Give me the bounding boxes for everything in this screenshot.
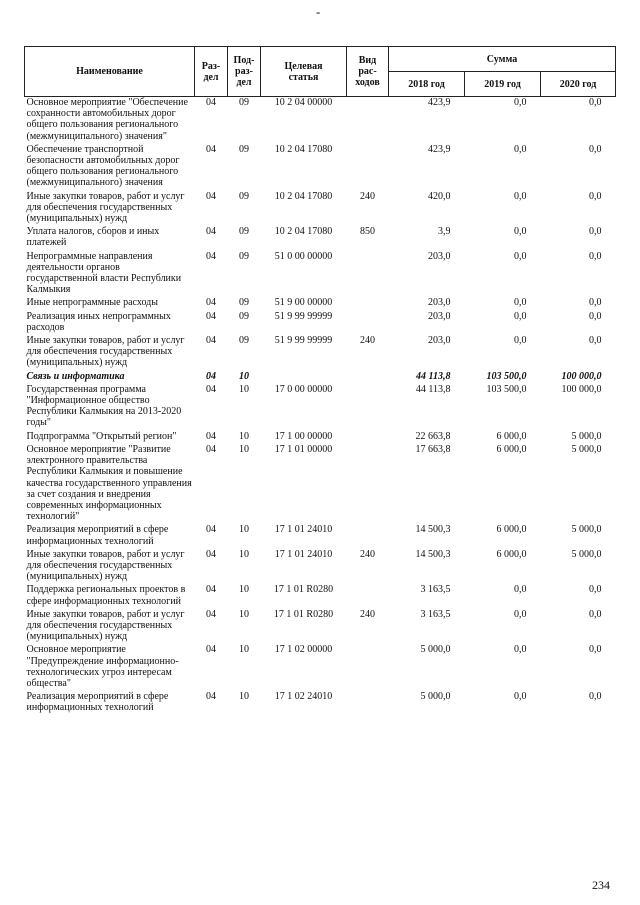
row-podrazdel-cell: 09 xyxy=(239,250,249,262)
row-2019-cell: 0,0 xyxy=(514,644,527,656)
row-razdel-cell: 04 xyxy=(206,370,216,382)
row-2020-cell: 5 000,0 xyxy=(571,548,602,560)
row-2019-cell: 0,0 xyxy=(514,335,527,347)
row-2018-cell: 423,9 xyxy=(428,143,451,155)
row-2019-cell: 0,0 xyxy=(514,310,527,322)
row-name-cell: Связь и информатика xyxy=(26,370,125,382)
header-podrazdel: Под- раз- дел xyxy=(228,47,261,97)
row-2019-cell: 0,0 xyxy=(514,297,527,309)
row-tselevaya-cell xyxy=(261,371,347,384)
row-name-cell: Подпрограмма "Открытый регион" xyxy=(26,430,177,442)
row-2019-cell: 0,0 xyxy=(514,190,527,202)
row-name-cell: Иные закупки товаров, работ и услуг для обеспечения государственных (муниципальных) нужд xyxy=(26,548,185,583)
row-tselevaya-cell: 51 0 00 00000 xyxy=(274,250,333,262)
row-vid-cell xyxy=(347,144,389,191)
row-2018-cell: 3 163,5 xyxy=(420,608,451,620)
row-2018-cell: 5 000,0 xyxy=(420,691,451,703)
row-2019-cell: 6 000,0 xyxy=(496,430,527,442)
row-2018-cell: 420,0 xyxy=(428,190,451,202)
row-2019-cell: 0,0 xyxy=(514,691,527,703)
header-year-2018: 2018 год xyxy=(389,72,465,97)
budget-table xyxy=(24,46,616,716)
row-podrazdel-cell: 09 xyxy=(239,335,249,347)
table-row xyxy=(25,524,616,548)
row-podrazdel-cell: 09 xyxy=(239,190,249,202)
row-vid-cell xyxy=(347,371,389,384)
row-razdel-cell: 04 xyxy=(206,548,216,560)
row-tselevaya-cell: 17 1 01 24010 xyxy=(274,548,333,560)
row-vid-cell xyxy=(347,644,389,691)
row-razdel-cell: 04 xyxy=(206,443,216,455)
row-razdel-cell: 04 xyxy=(206,608,216,620)
row-razdel-cell: 04 xyxy=(206,97,216,108)
row-2020-cell: 5 000,0 xyxy=(571,430,602,442)
page-number: 234 xyxy=(592,878,610,892)
row-podrazdel-cell: 09 xyxy=(239,297,249,309)
row-2018-cell: 203,0 xyxy=(428,310,451,322)
table-row xyxy=(25,335,616,371)
top-mark: - xyxy=(316,4,321,19)
table-row xyxy=(25,297,616,310)
row-razdel-cell: 04 xyxy=(206,430,216,442)
header-summa: Сумма xyxy=(389,47,616,72)
row-vid-cell xyxy=(347,431,389,444)
row-vid-cell: 850 xyxy=(360,226,375,238)
row-tselevaya-cell: 17 1 02 24010 xyxy=(274,691,333,703)
row-name-cell: Поддержка региональных проектов в сфере информационных технологий xyxy=(26,584,186,607)
header-name: Наименование xyxy=(25,47,195,97)
row-vid-cell xyxy=(347,251,389,298)
row-2019-cell: 103 500,0 xyxy=(486,370,527,382)
row-tselevaya-cell: 17 1 00 00000 xyxy=(274,430,333,442)
row-name-cell: Реализация иных непрограммных расходов xyxy=(26,310,171,333)
row-tselevaya-cell: 10 2 04 17080 xyxy=(274,226,333,238)
row-name-cell: Иные закупки товаров, работ и услуг для обеспечения государственных (муниципальных) нужд xyxy=(26,608,185,643)
header-razdel: Раз- дел xyxy=(195,47,228,97)
row-podrazdel-cell: 10 xyxy=(239,608,249,620)
table-row xyxy=(25,644,616,691)
row-2019-cell: 0,0 xyxy=(514,250,527,262)
row-tselevaya-cell: 51 9 00 00000 xyxy=(274,297,333,309)
row-tselevaya-cell: 10 2 04 00000 xyxy=(274,97,333,108)
row-2020-cell: 0,0 xyxy=(589,190,602,202)
row-name-cell: Государственная программа "Информационное общество Республики Калмыкия на 2013-2020 годы" xyxy=(26,383,182,429)
row-razdel-cell: 04 xyxy=(206,691,216,703)
row-vid-cell: 240 xyxy=(360,190,375,202)
row-tselevaya-cell: 51 9 99 99999 xyxy=(274,310,333,322)
table-row xyxy=(25,609,616,645)
table-row xyxy=(25,384,616,431)
table-row xyxy=(25,371,616,384)
row-2018-cell: 22 663,8 xyxy=(415,430,451,442)
row-2020-cell: 0,0 xyxy=(589,226,602,238)
row-2018-cell: 44 113,8 xyxy=(415,383,451,395)
table-row xyxy=(25,226,616,250)
row-2020-cell: 0,0 xyxy=(589,644,602,656)
row-vid-cell xyxy=(347,311,389,335)
row-2020-cell: 100 000,0 xyxy=(561,370,602,382)
row-2020-cell: 100 000,0 xyxy=(561,383,602,395)
row-name-cell: Непрограммные направления деятельности органов государственной власти Республики Калмыкия xyxy=(26,250,182,296)
row-razdel-cell: 04 xyxy=(206,310,216,322)
row-vid-cell: 240 xyxy=(360,548,375,560)
row-name-cell: Иные закупки товаров, работ и услуг для обеспечения государственных (муниципальных) нужд xyxy=(26,190,185,225)
row-2019-cell: 103 500,0 xyxy=(486,383,527,395)
row-2019-cell: 0,0 xyxy=(514,97,527,108)
row-2020-cell: 0,0 xyxy=(589,584,602,596)
row-2018-cell: 203,0 xyxy=(428,335,451,347)
row-2018-cell: 5 000,0 xyxy=(420,644,451,656)
table-row xyxy=(25,691,616,715)
row-podrazdel-cell: 10 xyxy=(239,584,249,596)
row-2018-cell: 203,0 xyxy=(428,250,451,262)
row-razdel-cell: 04 xyxy=(206,226,216,238)
row-razdel-cell: 04 xyxy=(206,335,216,347)
row-2020-cell: 5 000,0 xyxy=(571,524,602,536)
row-vid-cell: 240 xyxy=(360,608,375,620)
header-vid: Вид рас- ходов xyxy=(347,47,389,97)
row-2019-cell: 0,0 xyxy=(514,608,527,620)
row-razdel-cell: 04 xyxy=(206,584,216,596)
row-podrazdel-cell: 10 xyxy=(239,443,249,455)
row-razdel-cell: 04 xyxy=(206,190,216,202)
row-vid-cell xyxy=(347,524,389,548)
row-2020-cell: 0,0 xyxy=(589,608,602,620)
row-2018-cell: 17 663,8 xyxy=(415,443,451,455)
table-row xyxy=(25,444,616,524)
row-vid-cell xyxy=(347,384,389,431)
row-razdel-cell: 04 xyxy=(206,143,216,155)
table-row xyxy=(25,584,616,608)
row-vid-cell xyxy=(347,584,389,608)
row-vid-cell xyxy=(347,444,389,524)
row-podrazdel-cell: 10 xyxy=(239,644,249,656)
table-row xyxy=(25,251,616,298)
row-2019-cell: 6 000,0 xyxy=(496,524,527,536)
row-name-cell: Основное мероприятие "Обеспечение сохранности автомобильных дорог общего пользования регионального (межмуниципального) значения" xyxy=(26,97,188,142)
table-row xyxy=(25,97,616,144)
header-year-2020: 2020 год xyxy=(541,72,616,97)
row-razdel-cell: 04 xyxy=(206,524,216,536)
row-name-cell: Реализация мероприятий в сфере информационных технологий xyxy=(26,691,169,714)
row-tselevaya-cell: 17 1 01 00000 xyxy=(274,443,333,455)
row-name-cell: Обеспечение транспортной безопасности автомобильных дорог общего пользования регионального (межмуниципального) значения xyxy=(26,143,180,189)
row-2020-cell: 0,0 xyxy=(589,335,602,347)
row-name-cell: Иные закупки товаров, работ и услуг для обеспечения государственных (муниципальных) нужд xyxy=(26,335,185,369)
row-podrazdel-cell: 10 xyxy=(239,370,249,382)
row-tselevaya-cell: 10 2 04 17080 xyxy=(274,190,333,202)
row-tselevaya-cell: 51 9 99 99999 xyxy=(274,335,333,347)
row-tselevaya-cell: 17 1 01 24010 xyxy=(274,524,333,536)
row-razdel-cell: 04 xyxy=(206,297,216,309)
row-2018-cell: 203,0 xyxy=(428,297,451,309)
row-podrazdel-cell: 10 xyxy=(239,691,249,703)
row-razdel-cell: 04 xyxy=(206,383,216,395)
table-row xyxy=(25,144,616,191)
header-year-2019: 2019 год xyxy=(465,72,541,97)
row-podrazdel-cell: 09 xyxy=(239,97,249,108)
row-podrazdel-cell: 09 xyxy=(239,310,249,322)
header-tselevaya: Целевая статья xyxy=(261,47,347,97)
row-2020-cell: 5 000,0 xyxy=(571,443,602,455)
row-2019-cell: 0,0 xyxy=(514,226,527,238)
row-tselevaya-cell: 17 0 00 00000 xyxy=(274,383,333,395)
row-name-cell: Основное мероприятие "Развитие электронного правительства Республики Калмыкия и повышение качества государственного управления за счет создания и внедрения современных информационных технологий" xyxy=(26,443,192,523)
row-2020-cell: 0,0 xyxy=(589,143,602,155)
row-name-cell: Основное мероприятие "Предупреждение информационно-технологических угроз интересам общества" xyxy=(26,644,179,689)
row-2020-cell: 0,0 xyxy=(589,691,602,703)
row-2019-cell: 0,0 xyxy=(514,584,527,596)
row-2018-cell: 3,9 xyxy=(438,226,451,238)
row-podrazdel-cell: 10 xyxy=(239,430,249,442)
row-2018-cell: 14 500,3 xyxy=(415,524,451,536)
row-tselevaya-cell: 17 1 01 R0280 xyxy=(273,608,334,620)
row-podrazdel-cell: 10 xyxy=(239,383,249,395)
row-2018-cell: 423,9 xyxy=(428,97,451,108)
row-razdel-cell: 04 xyxy=(206,250,216,262)
table-body xyxy=(25,97,616,716)
row-name-cell: Реализация мероприятий в сфере информационных технологий xyxy=(26,524,169,547)
row-tselevaya-cell: 17 1 02 00000 xyxy=(274,644,333,656)
row-podrazdel-cell: 10 xyxy=(239,548,249,560)
row-vid-cell xyxy=(347,97,389,144)
row-podrazdel-cell: 10 xyxy=(239,524,249,536)
row-name-cell: Иные непрограммные расходы xyxy=(26,297,158,309)
row-2020-cell: 0,0 xyxy=(589,250,602,262)
row-2018-cell: 14 500,3 xyxy=(415,548,451,560)
table-row xyxy=(25,431,616,444)
row-2020-cell: 0,0 xyxy=(589,310,602,322)
row-tselevaya-cell: 17 1 01 R0280 xyxy=(273,584,334,596)
table-header xyxy=(25,47,616,97)
row-name-cell: Уплата налогов, сборов и иных платежей xyxy=(26,226,160,249)
row-razdel-cell: 04 xyxy=(206,644,216,656)
row-2020-cell: 0,0 xyxy=(589,297,602,309)
row-2020-cell: 0,0 xyxy=(589,97,602,108)
row-2019-cell: 0,0 xyxy=(514,143,527,155)
row-2018-cell: 3 163,5 xyxy=(420,584,451,596)
row-vid-cell: 240 xyxy=(360,335,375,347)
row-2019-cell: 6 000,0 xyxy=(496,443,527,455)
row-podrazdel-cell: 09 xyxy=(239,143,249,155)
row-2018-cell: 44 113,8 xyxy=(416,370,451,382)
row-vid-cell xyxy=(347,691,389,715)
row-2019-cell: 6 000,0 xyxy=(496,548,527,560)
table-row xyxy=(25,191,616,227)
row-podrazdel-cell: 09 xyxy=(239,226,249,238)
table-row xyxy=(25,549,616,585)
row-tselevaya-cell: 10 2 04 17080 xyxy=(274,143,333,155)
table-row xyxy=(25,311,616,335)
row-vid-cell xyxy=(347,297,389,310)
